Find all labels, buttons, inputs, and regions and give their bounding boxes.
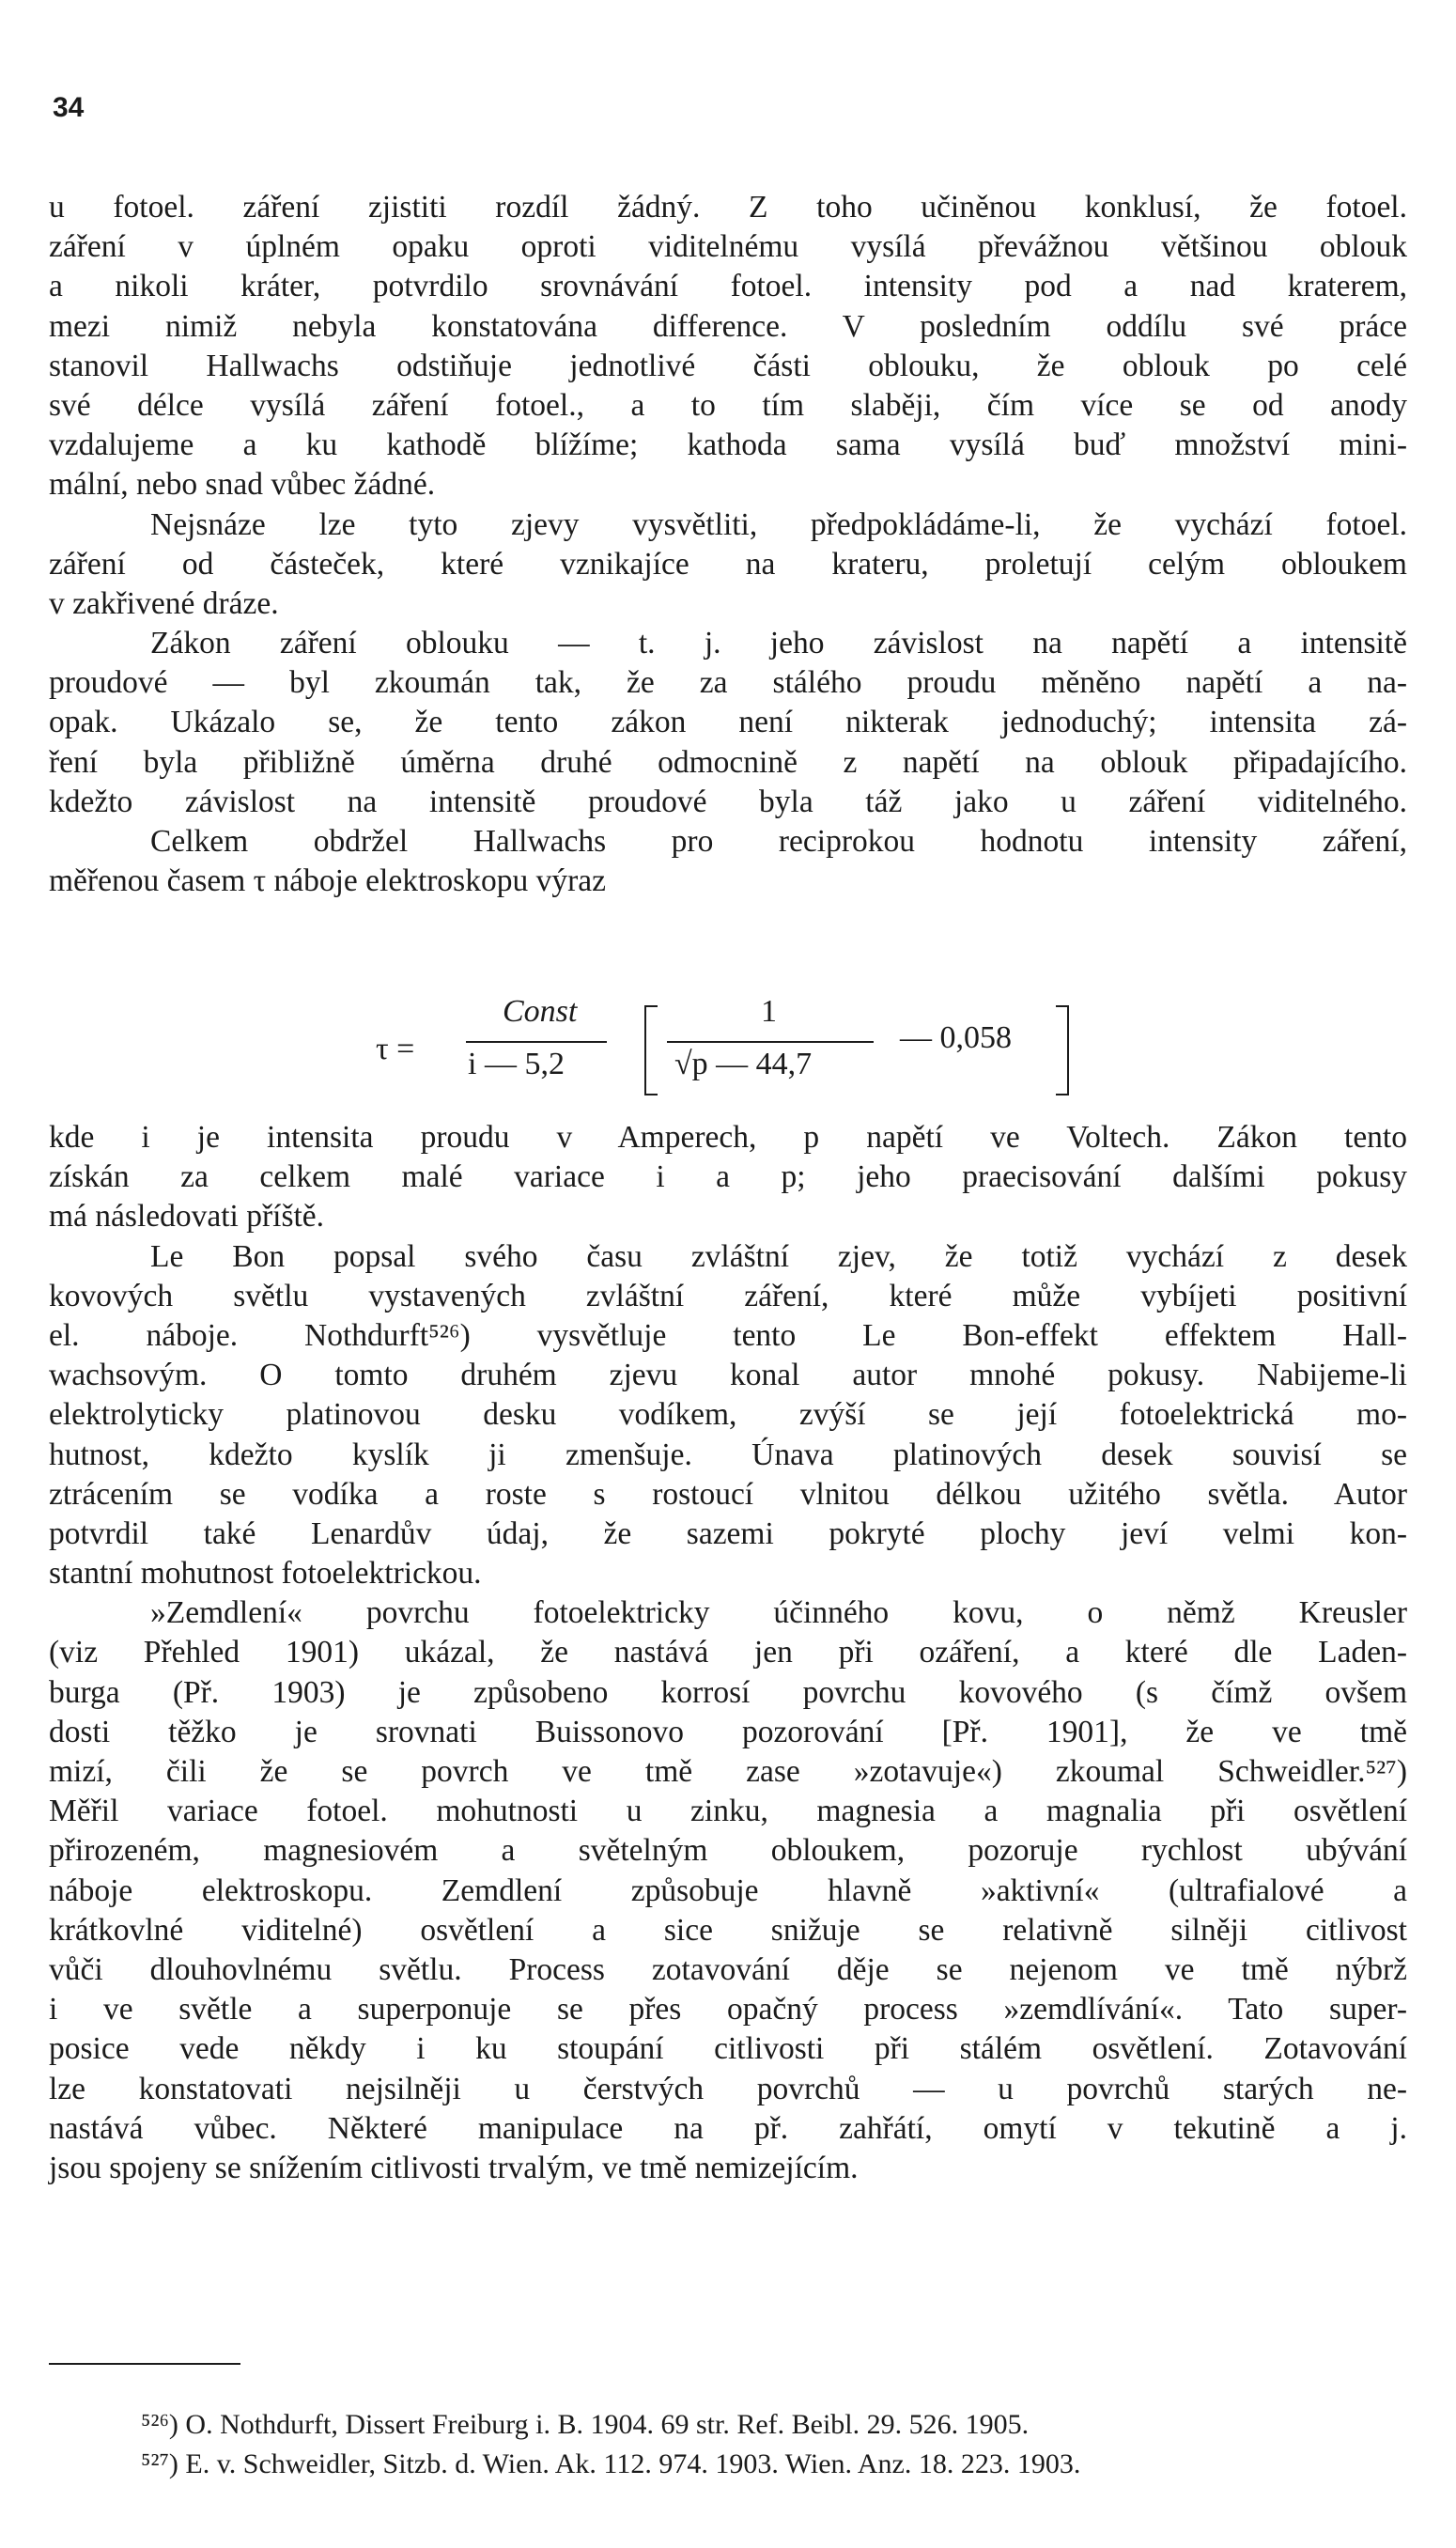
page-number: 34 xyxy=(53,92,85,123)
text-line: mální, nebo snad vůbec žádné. xyxy=(49,467,436,503)
formula-inner-numerator: 1 xyxy=(761,994,777,1029)
text-line: stantní mohutnost fotoelektrickou. xyxy=(49,1556,482,1592)
body-text-block-2 xyxy=(49,1118,1407,2188)
text-line: wachsovým. O tomto druhém zjevu konal autor mnohé pokusy. Nabijeme-li xyxy=(49,1358,1407,1393)
text-line: dosti těžko je srovnati Buissonovo pozorování [Př. 1901], že ve tmě xyxy=(49,1714,1407,1749)
text-line: Celkem obdržel Hallwachs pro reciprokou hodnotu intensity záření, xyxy=(150,824,1407,859)
equation xyxy=(376,994,1108,1107)
formula-subtract: — 0,058 xyxy=(900,1020,1012,1055)
text-line: stanovil Hallwachs odstiňuje jednotlivé části oblouku, že oblouk po celé xyxy=(49,348,1407,383)
formula-numerator: Const xyxy=(503,994,578,1029)
text-line: náboje elektroskopu. Zemdlení způsobuje hlavně »aktivní« (ultrafialové a xyxy=(49,1872,1407,1908)
footnote-527: ⁵²⁷) E. v. Schweidler, Sitzb. d. Wien. Ak. 112. 974. 1903. Wien. Anz. 18. 223. 1903. xyxy=(141,2448,1081,2479)
left-bracket xyxy=(644,1005,658,1095)
text-line: mezi nimiž nebyla konstatována difference. V posledním oddílu své práce xyxy=(49,308,1407,344)
text-line: a nikoli kráter, potvrdilo srovnávání fotoel. intensity pod a nad kraterem, xyxy=(49,269,1407,304)
text-line: lze konstatovati nejsilněji u čerstvých povrchů — u povrchů starých ne- xyxy=(49,2071,1407,2106)
footnotes xyxy=(141,2405,1409,2484)
text-line: mizí, čili že se povrch ve tmě zase »zotavuje«) zkoumal Schweidler.⁵²⁷) xyxy=(49,1754,1407,1789)
text-line: záření v úplném opaku oproti viditelnému vysílá převážnou většinou oblouk xyxy=(49,229,1407,265)
text-line: kde i je intensita proudu v Amperech, p napětí ve Voltech. Zákon tento xyxy=(49,1120,1407,1155)
text-line: opak. Ukázalo se, že tento zákon není nikterak jednoduchý; intensita zá- xyxy=(49,705,1407,740)
text-line: ztrácením se vodíka a roste s rostoucí vlnitou délkou užitého světla. Autor xyxy=(49,1476,1407,1512)
text-line: hutnost, kdežto kyslík ji zmenšuje. Únava platinových desek souvisí se xyxy=(49,1437,1407,1472)
text-line: získán za celkem malé variace i a p; jeho praecisování dalšími pokusy xyxy=(49,1159,1407,1195)
text-line: potvrdil také Lenardův údaj, že sazemi pokryté plochy jeví velmi kon- xyxy=(49,1515,1407,1551)
text-line: vzdalujeme a ku kathodě blížíme; kathoda sama vysílá buď množství mini- xyxy=(49,427,1407,463)
formula-denominator: i — 5,2 xyxy=(468,1047,565,1081)
text-line: měřenou časem τ náboje elektroskopu výraz xyxy=(49,863,606,899)
fraction-bar xyxy=(466,1041,607,1043)
right-bracket xyxy=(1056,1005,1069,1095)
text-line: ření byla přibližně úměrna druhé odmocnině z napětí na oblouk připadajícího. xyxy=(49,744,1407,780)
text-line: své délce vysílá záření fotoel., a to tím slaběji, čím více se od anody xyxy=(49,387,1407,423)
text-line: elektrolyticky platinovou desku vodíkem, zvýší se její fotoelektrická mo- xyxy=(49,1397,1407,1433)
text-line: posice vede někdy i ku stoupání citlivosti při stálém osvětlení. Zotavování xyxy=(49,2031,1407,2067)
text-line: u fotoel. záření zjistiti rozdíl žádný. Z toho učiněnou konklusí, že fotoel. xyxy=(49,190,1407,225)
inner-fraction-bar xyxy=(667,1041,874,1043)
text-line: Měřil variace fotoel. mohutnosti u zinku, magnesia a magnalia při osvětlení xyxy=(49,1794,1407,1829)
text-line: (viz Přehled 1901) ukázal, že nastává jen při ozáření, a které dle Laden- xyxy=(49,1635,1407,1670)
text-line: nastává vůbec. Některé manipulace na př. zahřátí, omytí v tekutině a j. xyxy=(49,2110,1407,2146)
formula-inner-denominator: √p — 44,7 xyxy=(674,1047,813,1081)
text-line: Le Bon popsal svého času zvláštní zjev, že totiž vychází z desek xyxy=(150,1238,1407,1274)
text-line: i ve světle a superponuje se přes opačný process »zemdlívání«. Tato super- xyxy=(49,1992,1407,2028)
text-line: v zakřivené dráze. xyxy=(49,585,279,621)
text-line: »Zemdlení« povrchu fotoelektricky účinného kovu, o němž Kreusler xyxy=(150,1595,1407,1631)
footnote-526: ⁵²⁶) O. Nothdurft, Dissert Freiburg i. B. 1904. 69 str. Ref. Beibl. 29. 526. 1905. xyxy=(141,2409,1030,2440)
formula-lhs: τ = xyxy=(376,1032,415,1066)
text-line: přirozeném, magnesiovém a světelným obloukem, pozoruje rychlost ubývání xyxy=(49,1833,1407,1869)
text-line: proudové — byl zkoumán tak, že za stálého proudu měněno napětí a na- xyxy=(49,665,1407,701)
text-line: vůči dlouhovlnému světlu. Process zotavování děje se nejenom ve tmě nýbrž xyxy=(49,1951,1407,1987)
text-line: kovových světlu vystavených zvláštní záření, které může vybíjeti positivní xyxy=(49,1278,1407,1313)
footnote-rule xyxy=(49,2363,240,2365)
text-line: má následovati příště. xyxy=(49,1199,325,1235)
text-line: burga (Př. 1903) je způsobeno korrosí povrchu kovového (s čímž ovšem xyxy=(49,1674,1407,1710)
text-line: Nejsnáze lze tyto zjevy vysvětliti, předpokládáme-li, že vychází fotoel. xyxy=(150,506,1407,542)
text-line: záření od částeček, které vznikajíce na krateru, proletují celým obloukem xyxy=(49,546,1407,582)
text-line: kdežto závislost na intensitě proudové byla táž jako u záření viditelného. xyxy=(49,784,1407,819)
text-line: jsou spojeny se snížením citlivosti trvalým, ve tmě nemizejícím. xyxy=(49,2150,859,2185)
body-text-block-1 xyxy=(49,188,1407,901)
text-line: el. náboje. Nothdurft⁵²⁶) vysvětluje tento Le Bon-effekt effektem Hall- xyxy=(49,1317,1407,1353)
text-line: krátkovlné viditelné) osvětlení a sice snižuje se relativně silněji citlivost xyxy=(49,1912,1407,1948)
text-line: Zákon záření oblouku — t. j. jeho závislost na napětí a intensitě xyxy=(150,626,1407,661)
